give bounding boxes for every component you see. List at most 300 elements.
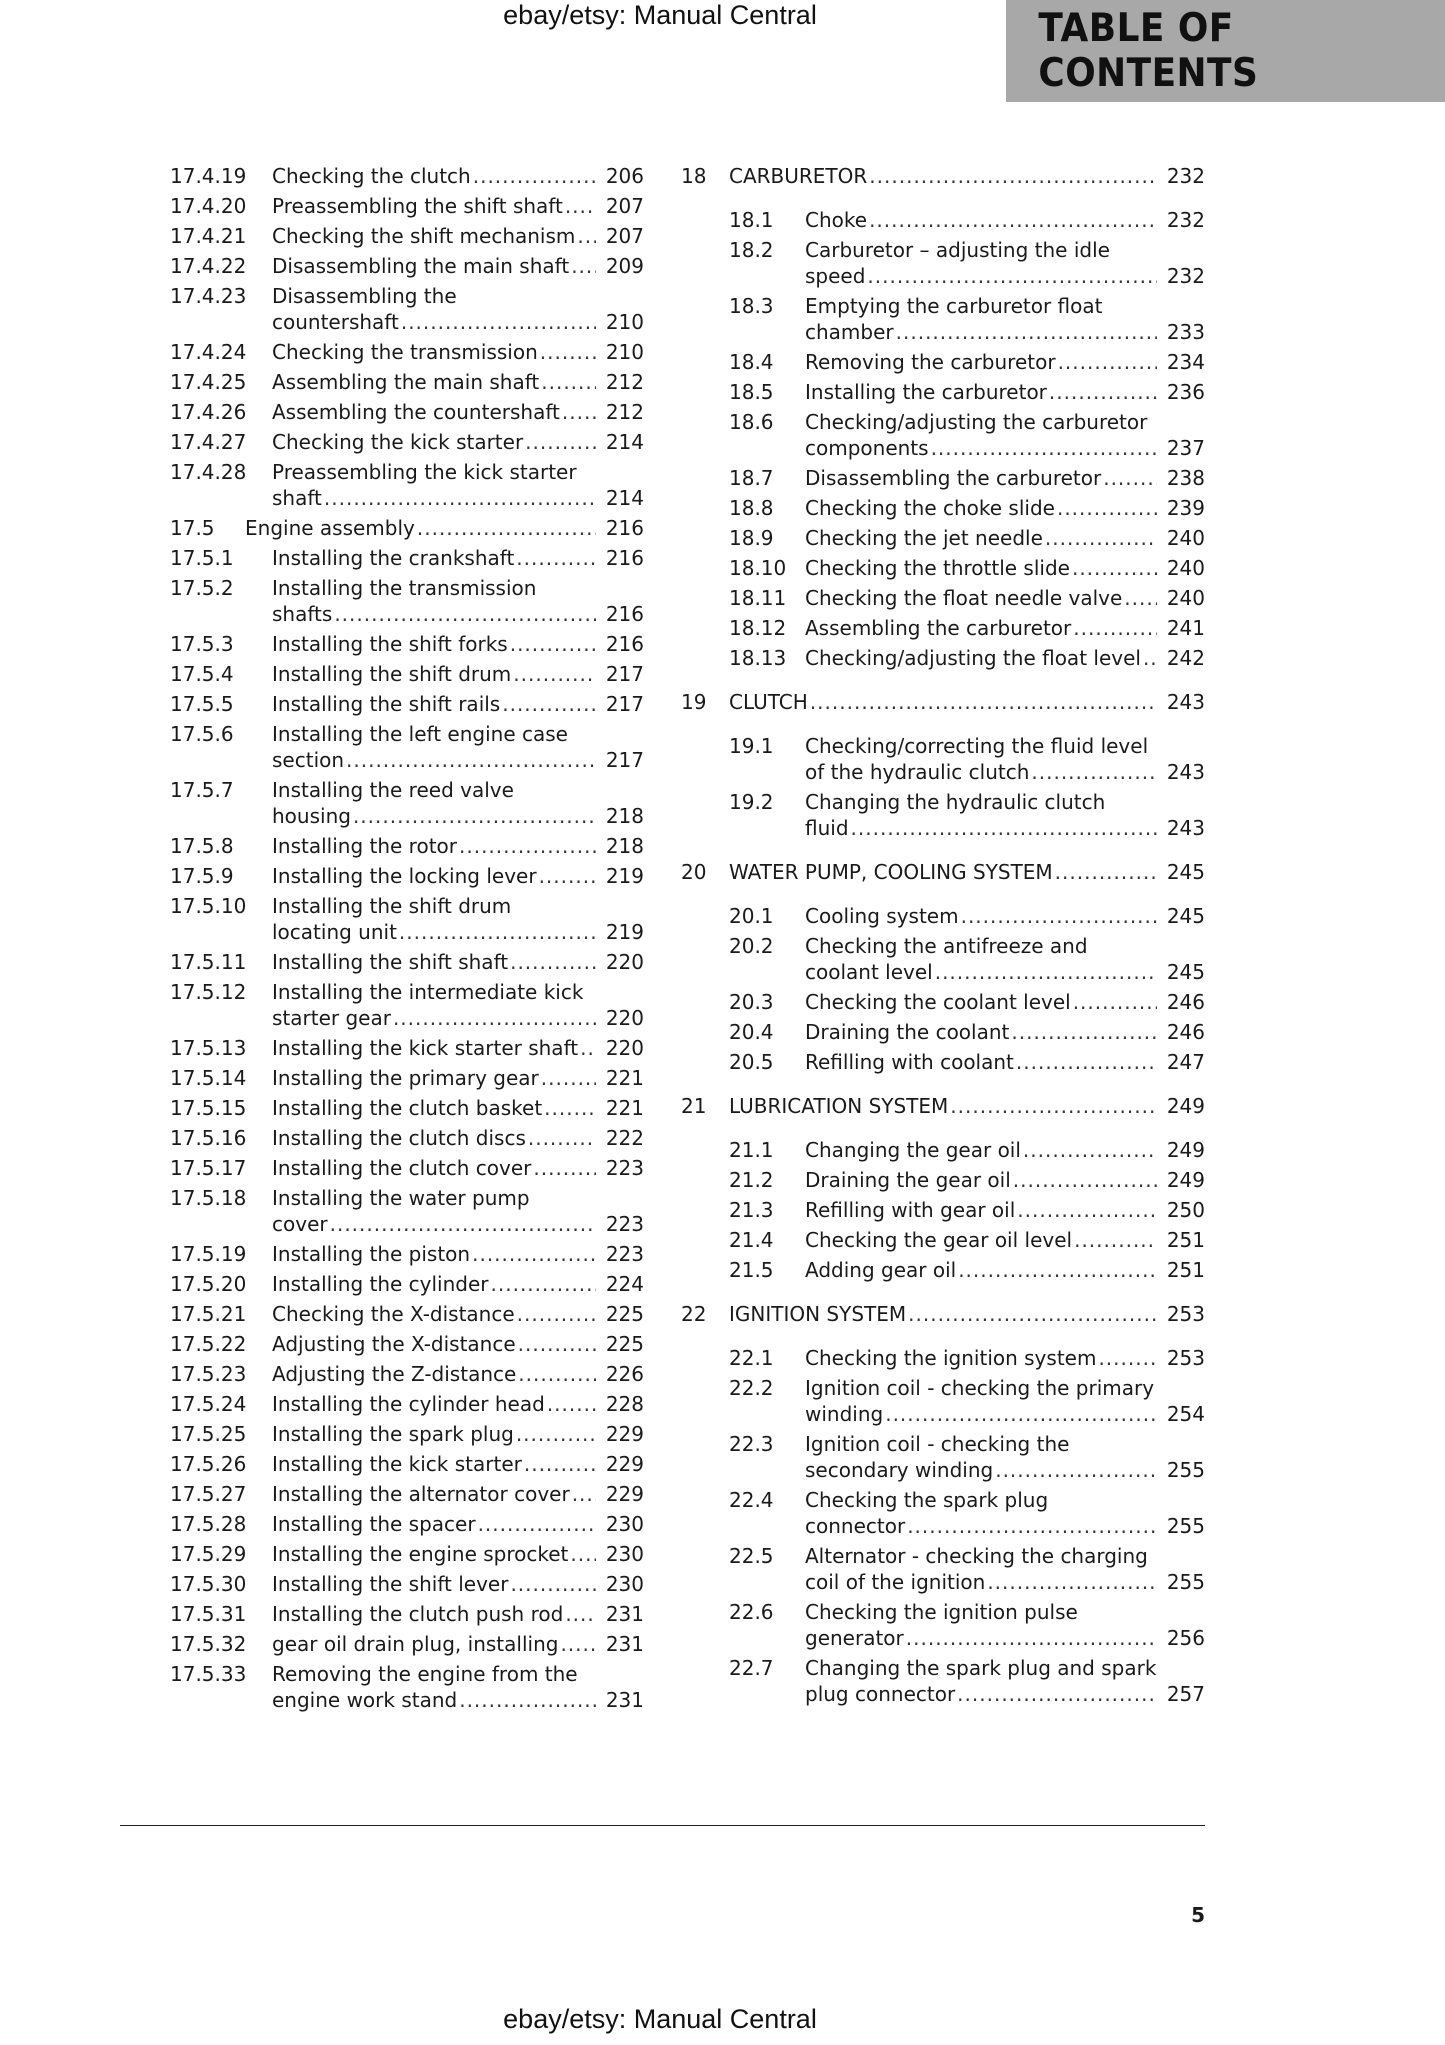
- entry-title: Installing the intermediate kick: [272, 980, 584, 1004]
- entry-text: [272, 1571, 644, 1597]
- dot-leader: [562, 399, 596, 425]
- dot-leader: [473, 163, 596, 189]
- toc-entry[interactable]: [170, 369, 644, 395]
- toc-entry[interactable]: [170, 661, 644, 687]
- dot-leader: [1073, 989, 1157, 1015]
- entry-line: [805, 1569, 1205, 1595]
- dot-leader: [958, 1257, 1157, 1283]
- entry-text: [805, 645, 1205, 671]
- toc-entry[interactable]: [170, 777, 644, 829]
- toc-entry[interactable]: [170, 1241, 644, 1267]
- chapter-page: 245: [1166, 860, 1205, 884]
- chapter-text: [729, 1301, 1205, 1327]
- toc-entry[interactable]: [681, 1487, 1205, 1539]
- toc-entry[interactable]: [681, 645, 1205, 671]
- entry-page: 255: [1166, 1458, 1205, 1482]
- entry-page: 245: [1166, 960, 1205, 984]
- dot-leader: [334, 601, 596, 627]
- entry-page: 222: [605, 1126, 644, 1150]
- chapter-line: [729, 163, 1205, 189]
- entry-text: [272, 777, 644, 829]
- toc-entry[interactable]: [170, 631, 644, 657]
- entry-number: 17.5.18: [170, 1186, 247, 1210]
- toc-entry[interactable]: [681, 465, 1205, 491]
- toc-entry[interactable]: [170, 1601, 644, 1627]
- entry-number: 19.1: [729, 734, 774, 758]
- chapter-text: [729, 1093, 1205, 1119]
- entry-line: [272, 601, 644, 627]
- entry-line: [805, 1345, 1205, 1371]
- dot-leader: [1143, 645, 1157, 671]
- dot-leader: [518, 1361, 596, 1387]
- entry-text: [805, 1375, 1205, 1427]
- entry-number: 17.5.6: [170, 722, 234, 746]
- toc-chapter[interactable]: [681, 163, 1205, 189]
- chapter-title: CARBURETOR: [729, 164, 868, 188]
- entry-text: [272, 1631, 644, 1657]
- entry-number: 17.4.19: [170, 164, 247, 188]
- toc-entry[interactable]: [170, 515, 644, 541]
- toc-entry[interactable]: [170, 1301, 644, 1327]
- toc-entry[interactable]: [681, 933, 1205, 985]
- entry-page: 219: [605, 864, 644, 888]
- dot-leader: [565, 193, 596, 219]
- toc-entry[interactable]: [681, 495, 1205, 521]
- entry-line: [272, 1211, 644, 1237]
- toc-entry[interactable]: [681, 1655, 1205, 1707]
- entry-text: [805, 207, 1205, 233]
- toc-entry[interactable]: [170, 1125, 644, 1151]
- entry-title: Draining the coolant: [805, 1020, 1010, 1044]
- chapter-page: 243: [1166, 690, 1205, 714]
- toc-entry[interactable]: [170, 1095, 644, 1121]
- entry-line: [272, 1541, 644, 1567]
- entry-title: speed: [805, 264, 866, 288]
- toc-entry[interactable]: [681, 1599, 1205, 1651]
- entry-text: [272, 893, 644, 945]
- entry-text: [272, 1301, 644, 1327]
- entry-title: Checking the clutch: [272, 164, 471, 188]
- toc-entry[interactable]: [681, 349, 1205, 375]
- entry-text: [805, 585, 1205, 611]
- toc-entry[interactable]: [170, 1185, 644, 1237]
- entry-number: 21.4: [729, 1228, 774, 1252]
- toc-entry[interactable]: [170, 979, 644, 1031]
- dot-leader: [987, 1569, 1157, 1595]
- dot-leader: [906, 1625, 1157, 1651]
- entry-page: 231: [605, 1602, 644, 1626]
- entry-title: Installing the piston: [272, 1242, 471, 1266]
- dot-leader: [570, 1541, 596, 1567]
- toc-entry[interactable]: [170, 459, 644, 511]
- entry-title: Installing the kick starter shaft: [272, 1036, 579, 1060]
- entry-line: [272, 1185, 644, 1211]
- toc-entry[interactable]: [170, 223, 644, 249]
- entry-page: 224: [605, 1272, 644, 1296]
- entry-number: 21.5: [729, 1258, 774, 1282]
- entry-page: 229: [605, 1452, 644, 1476]
- entry-page: 231: [605, 1632, 644, 1656]
- entry-title: generator: [805, 1626, 904, 1650]
- dot-leader: [459, 1687, 596, 1713]
- section-title: TABLE OF CONTENTS: [1038, 6, 1259, 96]
- dot-leader: [869, 163, 1157, 189]
- entry-text: [272, 339, 644, 365]
- entry-page: 218: [605, 834, 644, 858]
- entry-title: Alternator - checking the charging: [805, 1544, 1148, 1568]
- entry-title: Installing the shift shaft: [272, 950, 509, 974]
- entry-title: Installing the shift drum: [272, 894, 512, 918]
- entry-line: [805, 555, 1205, 581]
- entry-number: 19.2: [729, 790, 774, 814]
- toc-entry[interactable]: [681, 789, 1205, 841]
- entry-text: [805, 1167, 1205, 1193]
- chapter-title: IGNITION SYSTEM: [729, 1302, 907, 1326]
- entry-title: components: [805, 436, 929, 460]
- chapter-text: [729, 859, 1205, 885]
- entry-number: 18.12: [729, 616, 787, 640]
- toc-entry[interactable]: [681, 293, 1205, 345]
- toc-entry[interactable]: [170, 1065, 644, 1091]
- entry-page: 225: [605, 1302, 644, 1326]
- entry-text: [805, 495, 1205, 521]
- entry-line: [805, 959, 1205, 985]
- entry-title: Adjusting the Z-distance: [272, 1362, 517, 1386]
- entry-page: 232: [1166, 264, 1205, 288]
- toc-entry[interactable]: [170, 339, 644, 365]
- entry-line: [272, 1065, 644, 1091]
- entry-page: 216: [605, 546, 644, 570]
- entry-title: of the hydraulic clutch: [805, 760, 1030, 784]
- entry-title: Assembling the countershaft: [272, 400, 560, 424]
- toc-entry[interactable]: [681, 585, 1205, 611]
- entry-title: Checking the coolant level: [805, 990, 1071, 1014]
- entry-line: [805, 1257, 1205, 1283]
- toc-entry[interactable]: [170, 1571, 644, 1597]
- toc-entry[interactable]: [170, 863, 644, 889]
- entry-line: [272, 429, 644, 455]
- entry-number: 18.8: [729, 496, 774, 520]
- entry-page: 214: [605, 430, 644, 454]
- entry-title: gear oil drain plug, installing: [272, 1632, 559, 1656]
- entry-number: 22.3: [729, 1432, 774, 1456]
- entry-line: [272, 1661, 644, 1687]
- entry-line: [272, 369, 644, 395]
- entry-title: Emptying the carburetor float: [805, 294, 1103, 318]
- entry-page: 255: [1166, 1570, 1205, 1594]
- dot-leader: [517, 1301, 596, 1327]
- toc-entry[interactable]: [170, 833, 644, 859]
- entry-number: 17.4.23: [170, 284, 247, 308]
- toc-entry[interactable]: [681, 1431, 1205, 1483]
- entry-title: coolant level: [805, 960, 933, 984]
- entry-title: Installing the alternator cover: [272, 1482, 570, 1506]
- entry-title: Checking the jet needle: [805, 526, 1043, 550]
- toc-entry[interactable]: [681, 1375, 1205, 1427]
- entry-text: [805, 1655, 1205, 1707]
- entry-line: [272, 545, 644, 571]
- entry-text: [272, 1155, 644, 1181]
- entry-page: 230: [605, 1572, 644, 1596]
- entry-text: [272, 253, 644, 279]
- toc-entry[interactable]: [170, 1035, 644, 1061]
- entry-text: [805, 1019, 1205, 1045]
- entry-text: [805, 1345, 1205, 1371]
- toc-entry[interactable]: [170, 1155, 644, 1181]
- toc-entry[interactable]: [170, 253, 644, 279]
- entry-page: 237: [1166, 436, 1205, 460]
- entry-number: 17.4.22: [170, 254, 247, 278]
- entry-page: 212: [605, 400, 644, 424]
- entry-line: [805, 1513, 1205, 1539]
- entry-line: [805, 1167, 1205, 1193]
- toc-entry[interactable]: [681, 733, 1205, 785]
- toc-entry[interactable]: [170, 1421, 644, 1447]
- toc-entry[interactable]: [170, 1451, 644, 1477]
- dot-leader: [907, 1513, 1157, 1539]
- entry-page: 209: [605, 254, 644, 278]
- entry-title: Adjusting the X-distance: [272, 1332, 516, 1356]
- entry-number: 21.2: [729, 1168, 774, 1192]
- entry-text: [805, 1227, 1205, 1253]
- entry-text: [805, 1049, 1205, 1075]
- entry-number: 17.5.1: [170, 546, 234, 570]
- toc-entry[interactable]: [681, 1345, 1205, 1371]
- toc-entry[interactable]: [681, 379, 1205, 405]
- toc-entry[interactable]: [681, 525, 1205, 551]
- toc-entry[interactable]: [170, 893, 644, 945]
- entry-page: 249: [1166, 1168, 1205, 1192]
- toc-entry[interactable]: [170, 721, 644, 773]
- chapter-page: 253: [1166, 1302, 1205, 1326]
- entry-line: [805, 465, 1205, 491]
- entry-text: [272, 459, 644, 511]
- entry-page: 219: [605, 920, 644, 944]
- dot-leader: [867, 263, 1157, 289]
- toc-chapter[interactable]: [681, 689, 1205, 715]
- entry-number: 18.11: [729, 586, 787, 610]
- entry-title: Assembling the main shaft: [272, 370, 540, 394]
- dot-leader: [518, 1331, 596, 1357]
- toc-entry[interactable]: [170, 399, 644, 425]
- page-number: 5: [1191, 1903, 1205, 1927]
- toc-entry[interactable]: [681, 1257, 1205, 1283]
- toc-entry[interactable]: [681, 903, 1205, 929]
- entry-page: 217: [605, 662, 644, 686]
- entry-title: Installing the clutch discs: [272, 1126, 526, 1150]
- entry-line: [805, 585, 1205, 611]
- entry-number: 22.4: [729, 1488, 774, 1512]
- entry-page: 217: [605, 748, 644, 772]
- entry-line: [272, 1451, 644, 1477]
- entry-line: [272, 1361, 644, 1387]
- entry-line: [272, 691, 644, 717]
- entry-line: [272, 1331, 644, 1357]
- entry-number: 17.5.31: [170, 1602, 247, 1626]
- entry-page: 251: [1166, 1258, 1205, 1282]
- entry-line: [272, 1005, 644, 1031]
- entry-title: Refilling with gear oil: [805, 1198, 1016, 1222]
- toc-entry[interactable]: [170, 1541, 644, 1567]
- toc-entry[interactable]: [170, 545, 644, 571]
- chapter-title: LUBRICATION SYSTEM: [729, 1094, 949, 1118]
- entry-title: Changing the spark plug and spark: [805, 1656, 1157, 1680]
- entry-text: [272, 1481, 644, 1507]
- entry-number: 18.13: [729, 646, 787, 670]
- entry-number: 17.5.2: [170, 576, 234, 600]
- dot-leader: [528, 1125, 596, 1151]
- entry-text: [805, 349, 1205, 375]
- entry-title: Disassembling the carburetor: [805, 466, 1102, 490]
- entry-line: [272, 863, 644, 889]
- toc-entry[interactable]: [170, 1361, 644, 1387]
- dot-leader: [525, 429, 596, 455]
- entry-line: [272, 949, 644, 975]
- toc-chapter[interactable]: [681, 859, 1205, 885]
- entry-line: [272, 893, 644, 919]
- entry-line: [272, 253, 644, 279]
- toc-entry[interactable]: [681, 409, 1205, 461]
- entry-line: [272, 1095, 644, 1121]
- toc-entry[interactable]: [681, 555, 1205, 581]
- entry-title: Installing the crankshaft: [272, 546, 515, 570]
- entry-line: [805, 759, 1205, 785]
- entry-page: 220: [605, 1036, 644, 1060]
- toc-entry[interactable]: [170, 575, 644, 627]
- toc-entry[interactable]: [681, 237, 1205, 289]
- toc-entry[interactable]: [170, 193, 644, 219]
- dot-leader: [961, 903, 1157, 929]
- toc-entry[interactable]: [170, 1511, 644, 1537]
- toc-entry[interactable]: [170, 1481, 644, 1507]
- toc-entry[interactable]: [681, 989, 1205, 1015]
- dot-leader: [516, 1421, 596, 1447]
- entry-number: 20.1: [729, 904, 774, 928]
- entry-title: Cooling system: [805, 904, 959, 928]
- entry-title: Installing the transmission: [272, 576, 537, 600]
- entry-line: [272, 631, 644, 657]
- dot-leader: [1058, 349, 1157, 375]
- toc-entry[interactable]: [681, 615, 1205, 641]
- entry-number: 18.1: [729, 208, 774, 232]
- toc-chapter[interactable]: [681, 1093, 1205, 1119]
- entry-title: cover: [272, 1212, 328, 1236]
- toc-entry[interactable]: [170, 1631, 644, 1657]
- entry-line: [272, 1301, 644, 1327]
- entry-number: 17.5.28: [170, 1512, 247, 1536]
- entry-text: [272, 193, 644, 219]
- entry-title: Checking/correcting the fluid level: [805, 734, 1149, 758]
- entry-number: 18.5: [729, 380, 774, 404]
- toc-entry[interactable]: [170, 1391, 644, 1417]
- entry-number: 17.5.4: [170, 662, 234, 686]
- entry-line: [805, 207, 1205, 233]
- entry-text: [272, 1065, 644, 1091]
- dot-leader: [896, 319, 1157, 345]
- toc-entry[interactable]: [170, 163, 644, 189]
- toc-entry[interactable]: [170, 1271, 644, 1297]
- toc-entry[interactable]: [681, 1227, 1205, 1253]
- entry-title: Installing the clutch basket: [272, 1096, 543, 1120]
- dot-leader: [577, 223, 596, 249]
- entry-number: 17.5.22: [170, 1332, 247, 1356]
- entry-text: [272, 1511, 644, 1537]
- dot-leader: [502, 691, 596, 717]
- entry-number: 17.5.20: [170, 1272, 247, 1296]
- toc-entry[interactable]: [170, 691, 644, 717]
- dot-leader: [908, 1301, 1157, 1327]
- dot-leader: [510, 631, 596, 657]
- dot-leader: [1023, 1137, 1157, 1163]
- toc-entry[interactable]: [170, 949, 644, 975]
- entry-line: [805, 1457, 1205, 1483]
- dot-leader: [1013, 1167, 1157, 1193]
- dot-leader: [491, 1271, 596, 1297]
- entry-line: [272, 459, 644, 485]
- entry-title: Checking the kick starter: [272, 430, 524, 454]
- entry-title: Draining the gear oil: [805, 1168, 1011, 1192]
- entry-title: Checking the choke slide: [805, 496, 1055, 520]
- entry-text: [805, 1599, 1205, 1651]
- entry-page: 256: [1166, 1626, 1205, 1650]
- chapter-line: [729, 859, 1205, 885]
- toc-entry[interactable]: [681, 1543, 1205, 1595]
- entry-title: chamber: [805, 320, 894, 344]
- dot-leader: [565, 1601, 596, 1627]
- toc-entry[interactable]: [681, 1019, 1205, 1045]
- entry-line: [805, 1375, 1205, 1401]
- entry-title: Preassembling the shift shaft: [272, 194, 563, 218]
- dot-leader: [510, 1571, 596, 1597]
- dot-leader: [417, 515, 596, 541]
- dot-leader: [571, 253, 596, 279]
- entry-title: countershaft: [272, 310, 399, 334]
- dot-leader: [353, 803, 596, 829]
- entry-line: [805, 1487, 1205, 1513]
- toc-entry[interactable]: [681, 1197, 1205, 1223]
- toc-entry[interactable]: [170, 429, 644, 455]
- toc-entry[interactable]: [681, 1049, 1205, 1075]
- entry-number: 22.5: [729, 1544, 774, 1568]
- entry-number: 18.2: [729, 238, 774, 262]
- entry-page: 243: [1166, 816, 1205, 840]
- entry-line: [272, 721, 644, 747]
- toc-entry[interactable]: [170, 1331, 644, 1357]
- entry-line: [805, 319, 1205, 345]
- toc-entry[interactable]: [170, 283, 644, 335]
- entry-line: [805, 263, 1205, 289]
- entry-title: Checking the gear oil level: [805, 1228, 1073, 1252]
- entry-title: Engine assembly: [245, 516, 415, 540]
- entry-title: coil of the ignition: [805, 1570, 986, 1594]
- dot-leader: [459, 833, 596, 859]
- entry-text: [272, 1541, 644, 1567]
- entry-line: [272, 1571, 644, 1597]
- entry-title: locating unit: [272, 920, 397, 944]
- toc-entry[interactable]: [681, 1167, 1205, 1193]
- toc-entry[interactable]: [681, 1137, 1205, 1163]
- dot-leader: [1055, 859, 1157, 885]
- entry-page: 246: [1166, 990, 1205, 1014]
- toc-entry[interactable]: [681, 207, 1205, 233]
- entry-line: [805, 495, 1205, 521]
- entry-title: Installing the carburetor: [805, 380, 1047, 404]
- entry-page: 223: [605, 1212, 644, 1236]
- toc-entry[interactable]: [170, 1661, 644, 1713]
- dot-leader: [885, 1401, 1157, 1427]
- toc-chapter[interactable]: [681, 1301, 1205, 1327]
- entry-page: 216: [605, 516, 644, 540]
